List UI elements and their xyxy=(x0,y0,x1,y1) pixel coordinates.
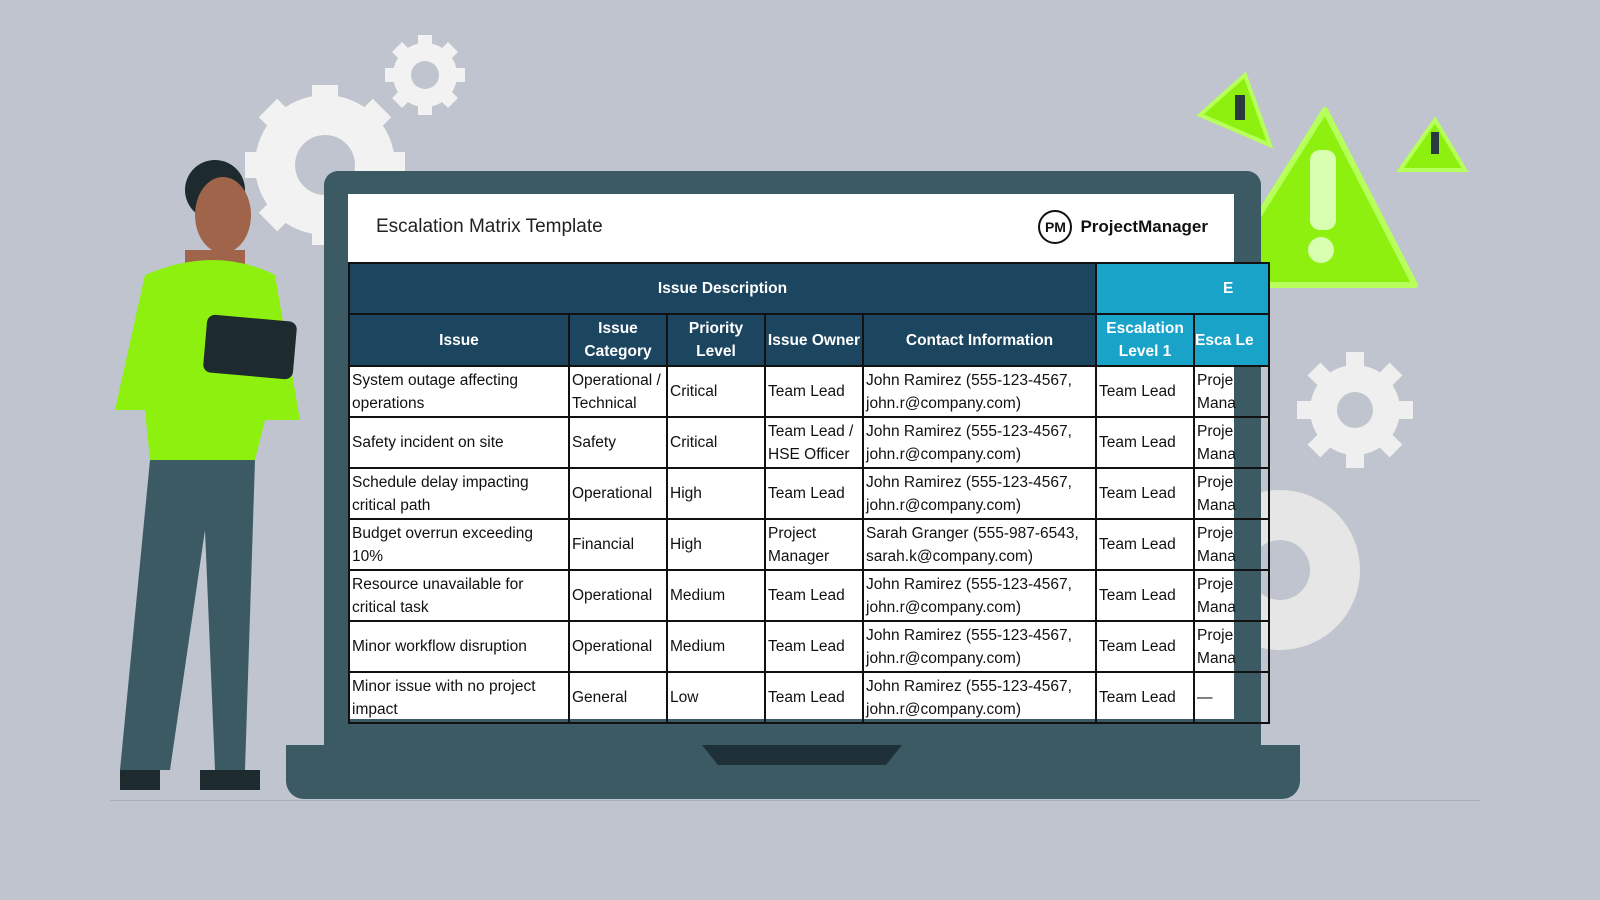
table-row xyxy=(349,417,1269,468)
table-cell[interactable]: Minor workflow disruption xyxy=(349,621,569,672)
table-cell[interactable]: John Ramirez (555-123-4567, john.r@company.com) xyxy=(863,366,1096,417)
table-cell[interactable]: Project Manager xyxy=(765,519,863,570)
column-header[interactable]: Issue Owner xyxy=(765,314,863,366)
table-cell[interactable]: Proje Mana xyxy=(1194,519,1269,570)
table-row xyxy=(349,672,1269,723)
table-cell[interactable]: Medium xyxy=(667,570,765,621)
brand-logo xyxy=(1038,210,1208,244)
table-cell[interactable]: Team Lead xyxy=(765,468,863,519)
document-title: Escalation Matrix Template xyxy=(376,216,603,237)
table-cell[interactable]: Schedule delay impacting critical path xyxy=(349,468,569,519)
gear-icon xyxy=(1297,352,1413,468)
table-row xyxy=(349,366,1269,417)
tablet-icon xyxy=(203,314,298,380)
column-header[interactable]: Priority Level xyxy=(667,314,765,366)
pm-logo-icon: PM xyxy=(1038,210,1072,244)
brand-name: ProjectManager xyxy=(1080,217,1208,236)
floor-line xyxy=(110,800,1480,801)
table-cell[interactable]: Team Lead xyxy=(1096,621,1194,672)
table-cell[interactable]: Team Lead xyxy=(1096,570,1194,621)
table-cell[interactable]: Team Lead xyxy=(1096,417,1194,468)
laptop-screen xyxy=(348,194,1254,719)
table-cell[interactable]: Proje Mana xyxy=(1194,570,1269,621)
table-cell[interactable]: General xyxy=(569,672,667,723)
gears-right-decoration xyxy=(1250,340,1410,670)
table-cell[interactable]: Operational xyxy=(569,621,667,672)
warning-icon xyxy=(1200,75,1270,145)
table-cell[interactable]: Team Lead xyxy=(765,672,863,723)
table-cell[interactable]: Team Lead xyxy=(765,621,863,672)
warning-icon xyxy=(1400,120,1465,170)
table-cell[interactable]: Team Lead xyxy=(1096,519,1194,570)
table-cell[interactable]: Team Lead / HSE Officer xyxy=(765,417,863,468)
table-cell[interactable]: Proje Mana xyxy=(1194,468,1269,519)
laptop-notch xyxy=(702,745,902,765)
table-cell[interactable]: High xyxy=(667,468,765,519)
table-cell[interactable]: Low xyxy=(667,672,765,723)
group-header-issue-description: Issue Description xyxy=(349,263,1096,314)
table-cell[interactable]: Operational xyxy=(569,468,667,519)
table-cell[interactable]: Operational xyxy=(569,570,667,621)
table-row xyxy=(349,519,1269,570)
table-row xyxy=(349,468,1269,519)
table-cell[interactable]: Team Lead xyxy=(1096,366,1194,417)
column-header[interactable]: Contact Information xyxy=(863,314,1096,366)
column-header[interactable]: Escalation Level 1 xyxy=(1096,314,1194,366)
table-cell[interactable]: Medium xyxy=(667,621,765,672)
table-cell[interactable]: John Ramirez (555-123-4567, john.r@company.com) xyxy=(863,621,1096,672)
table-row xyxy=(349,570,1269,621)
group-header-escalation: E xyxy=(1096,263,1269,314)
table-cell[interactable]: John Ramirez (555-123-4567, john.r@company.com) xyxy=(863,417,1096,468)
table-cell[interactable]: John Ramirez (555-123-4567, john.r@company.com) xyxy=(863,468,1096,519)
table-cell[interactable]: Proje Mana xyxy=(1194,366,1269,417)
column-header[interactable]: Issue xyxy=(349,314,569,366)
table-cell[interactable]: Team Lead xyxy=(765,570,863,621)
person-illustration xyxy=(105,150,315,830)
table-cell[interactable]: Sarah Granger (555-987-6543, sarah.k@company.com) xyxy=(863,519,1096,570)
table-cell[interactable]: High xyxy=(667,519,765,570)
table-cell[interactable]: Proje Mana xyxy=(1194,417,1269,468)
table-row xyxy=(349,621,1269,672)
column-header[interactable]: Esca Le xyxy=(1194,314,1269,366)
table-cell[interactable]: — xyxy=(1194,672,1269,723)
table-cell[interactable]: Team Lead xyxy=(1096,468,1194,519)
table-cell[interactable]: Critical xyxy=(667,417,765,468)
table-cell[interactable]: Critical xyxy=(667,366,765,417)
table-cell[interactable]: Team Lead xyxy=(1096,672,1194,723)
table-cell[interactable]: System outage affecting operations xyxy=(349,366,569,417)
table-cell[interactable]: Operational / Technical xyxy=(569,366,667,417)
table-cell[interactable]: John Ramirez (555-123-4567, john.r@company.com) xyxy=(863,672,1096,723)
table-cell[interactable]: John Ramirez (555-123-4567, john.r@company.com) xyxy=(863,570,1096,621)
escalation-table xyxy=(348,262,1270,724)
column-header[interactable]: Issue Category xyxy=(569,314,667,366)
gear-icon xyxy=(385,35,465,115)
table-cell[interactable]: Minor issue with no project impact xyxy=(349,672,569,723)
table-cell[interactable]: Proje Mana xyxy=(1194,621,1269,672)
table-cell[interactable]: Safety xyxy=(569,417,667,468)
table-cell[interactable]: Resource unavailable for critical task xyxy=(349,570,569,621)
table-cell[interactable]: Team Lead xyxy=(765,366,863,417)
table-cell[interactable]: Financial xyxy=(569,519,667,570)
table-cell[interactable]: Safety incident on site xyxy=(349,417,569,468)
table-cell[interactable]: Budget overrun exceeding 10% xyxy=(349,519,569,570)
